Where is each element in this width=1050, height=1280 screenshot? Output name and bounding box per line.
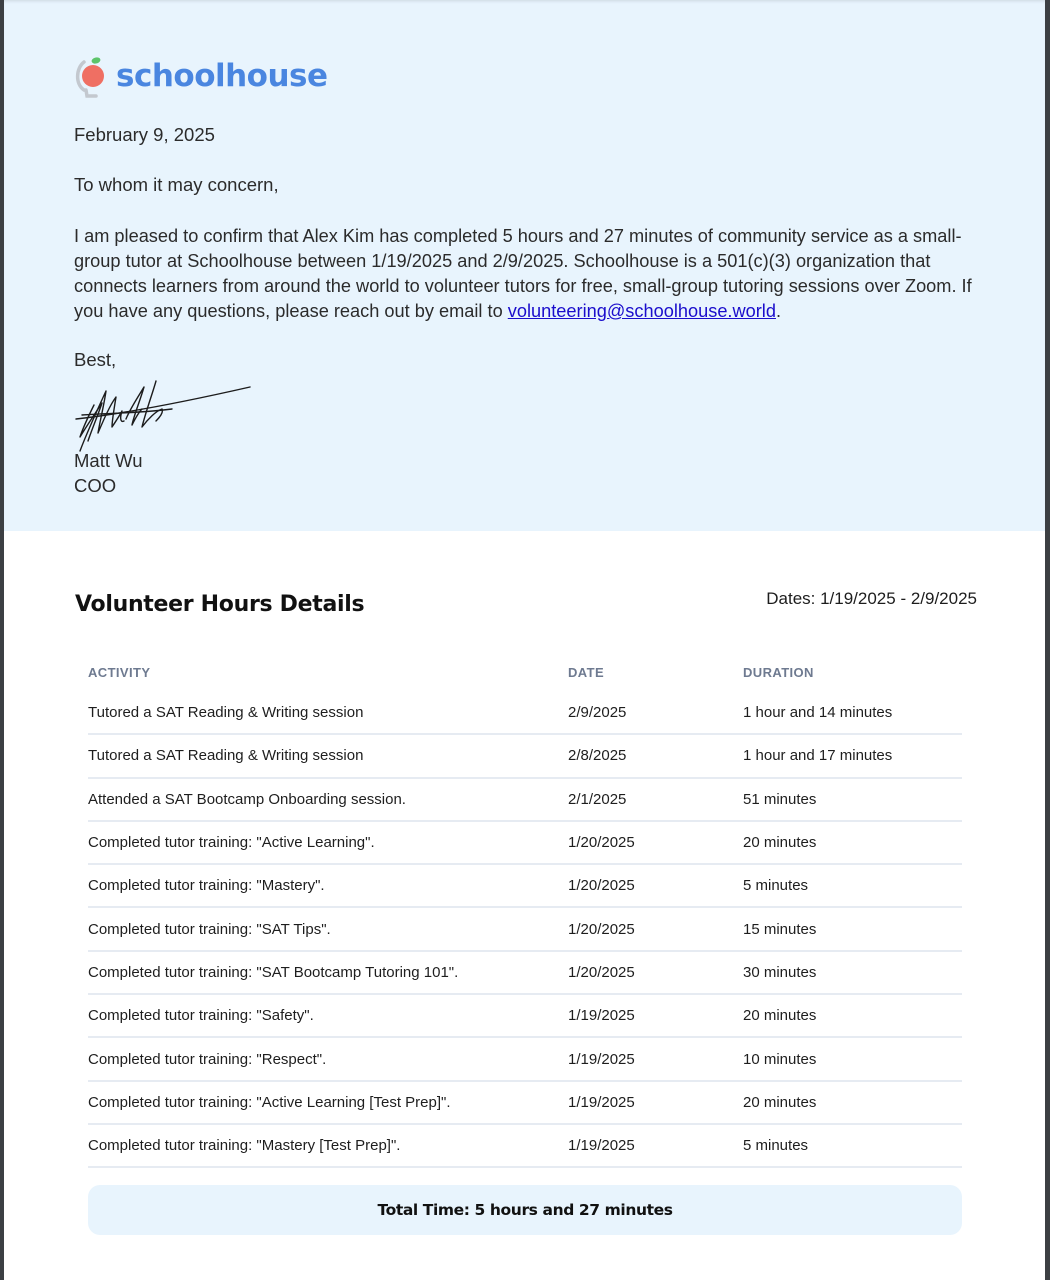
date-range: Dates: 1/19/2025 - 2/9/2025	[766, 589, 977, 608]
duration-cell: 30 minutes	[743, 951, 962, 994]
activity-cell: Completed tutor training: "SAT Tips".	[88, 907, 568, 950]
activity-cell: Completed tutor training: "Active Learning".	[88, 821, 568, 864]
activity-cell: Completed tutor training: "Mastery [Test Prep]".	[88, 1124, 568, 1167]
date-cell: 2/8/2025	[568, 734, 743, 777]
signature-image	[72, 375, 252, 453]
column-header-duration: DURATION	[743, 664, 814, 680]
body-end: .	[775, 301, 782, 321]
activity-cell: Completed tutor training: "Active Learning [Test Prep]".	[88, 1081, 568, 1124]
activity-cell: Attended a SAT Bootcamp Onboarding session.	[88, 778, 568, 821]
confirmation-letter	[4, 0, 1045, 531]
date-cell: 1/20/2025	[568, 864, 743, 907]
closing: Best,	[74, 349, 117, 370]
activity-cell: Completed tutor training: "SAT Bootcamp Tutoring 101".	[88, 951, 568, 994]
table-row	[88, 1037, 962, 1080]
duration-cell: 20 minutes	[743, 821, 962, 864]
activity-cell: Completed tutor training: "Mastery".	[88, 864, 568, 907]
apple-globe-icon	[74, 52, 108, 100]
letter-body	[74, 224, 994, 324]
table-row	[88, 864, 962, 907]
duration-cell: 20 minutes	[743, 994, 962, 1037]
activity-cell: Completed tutor training: "Respect".	[88, 1037, 568, 1080]
duration-cell: 20 minutes	[743, 1081, 962, 1124]
details-title: Volunteer Hours Details	[75, 592, 365, 617]
date-cell: 2/1/2025	[568, 778, 743, 821]
table-row	[88, 1081, 962, 1124]
duration-cell: 5 minutes	[743, 864, 962, 907]
duration-cell: 1 hour and 17 minutes	[743, 734, 962, 777]
hours-table	[88, 653, 962, 1168]
column-header-activity: ACTIVITY	[88, 664, 151, 680]
table-row	[88, 734, 962, 777]
brand-name: schoolhouse	[116, 57, 328, 94]
activity-cell: Tutored a SAT Reading & Writing session	[88, 691, 568, 734]
table-header-row	[88, 653, 962, 691]
body-text: I am pleased to confirm that Alex Kim has completed 5 hours and 27 minutes of community service as a small-group tutor at Schoolhouse between 1/19/2025 and 2/9/2025. Schoolhouse is a 501(c)(3) organization that connects learners from around the world to volunteer tutors for free, small-group tutoring sessions over Zoom. If you have any questions, please reach out by email to	[74, 226, 972, 321]
table-row	[88, 994, 962, 1037]
table-row	[88, 821, 962, 864]
activity-cell: Completed tutor training: "Safety".	[88, 994, 568, 1037]
date-cell: 1/19/2025	[568, 1081, 743, 1124]
table-row	[88, 1124, 962, 1167]
table-row	[88, 691, 962, 734]
date-cell: 1/20/2025	[568, 821, 743, 864]
date-cell: 1/20/2025	[568, 907, 743, 950]
duration-cell: 5 minutes	[743, 1124, 962, 1167]
duration-cell: 10 minutes	[743, 1037, 962, 1080]
duration-cell: 15 minutes	[743, 907, 962, 950]
column-header-date: DATE	[568, 664, 605, 680]
duration-cell: 1 hour and 14 minutes	[743, 691, 962, 734]
signer-title: COO	[74, 475, 117, 496]
date-cell: 1/19/2025	[568, 1037, 743, 1080]
date-cell: 2/9/2025	[568, 691, 743, 734]
table-row	[88, 951, 962, 994]
signer-name: Matt Wu	[74, 450, 143, 471]
email-link[interactable]: volunteering@schoolhouse.world	[507, 301, 776, 321]
date-cell: 1/19/2025	[568, 994, 743, 1037]
activity-cell: Tutored a SAT Reading & Writing session	[88, 734, 568, 777]
table-row	[88, 907, 962, 950]
salutation: To whom it may concern,	[74, 174, 279, 195]
schoolhouse-logo	[74, 52, 328, 100]
total-time-banner: Total Time: 5 hours and 27 minutes	[88, 1185, 962, 1235]
letter-date: February 9, 2025	[74, 124, 215, 145]
date-cell: 1/19/2025	[568, 1124, 743, 1167]
date-cell: 1/20/2025	[568, 951, 743, 994]
document-page	[4, 0, 1045, 1280]
duration-cell: 51 minutes	[743, 778, 962, 821]
table-row	[88, 778, 962, 821]
